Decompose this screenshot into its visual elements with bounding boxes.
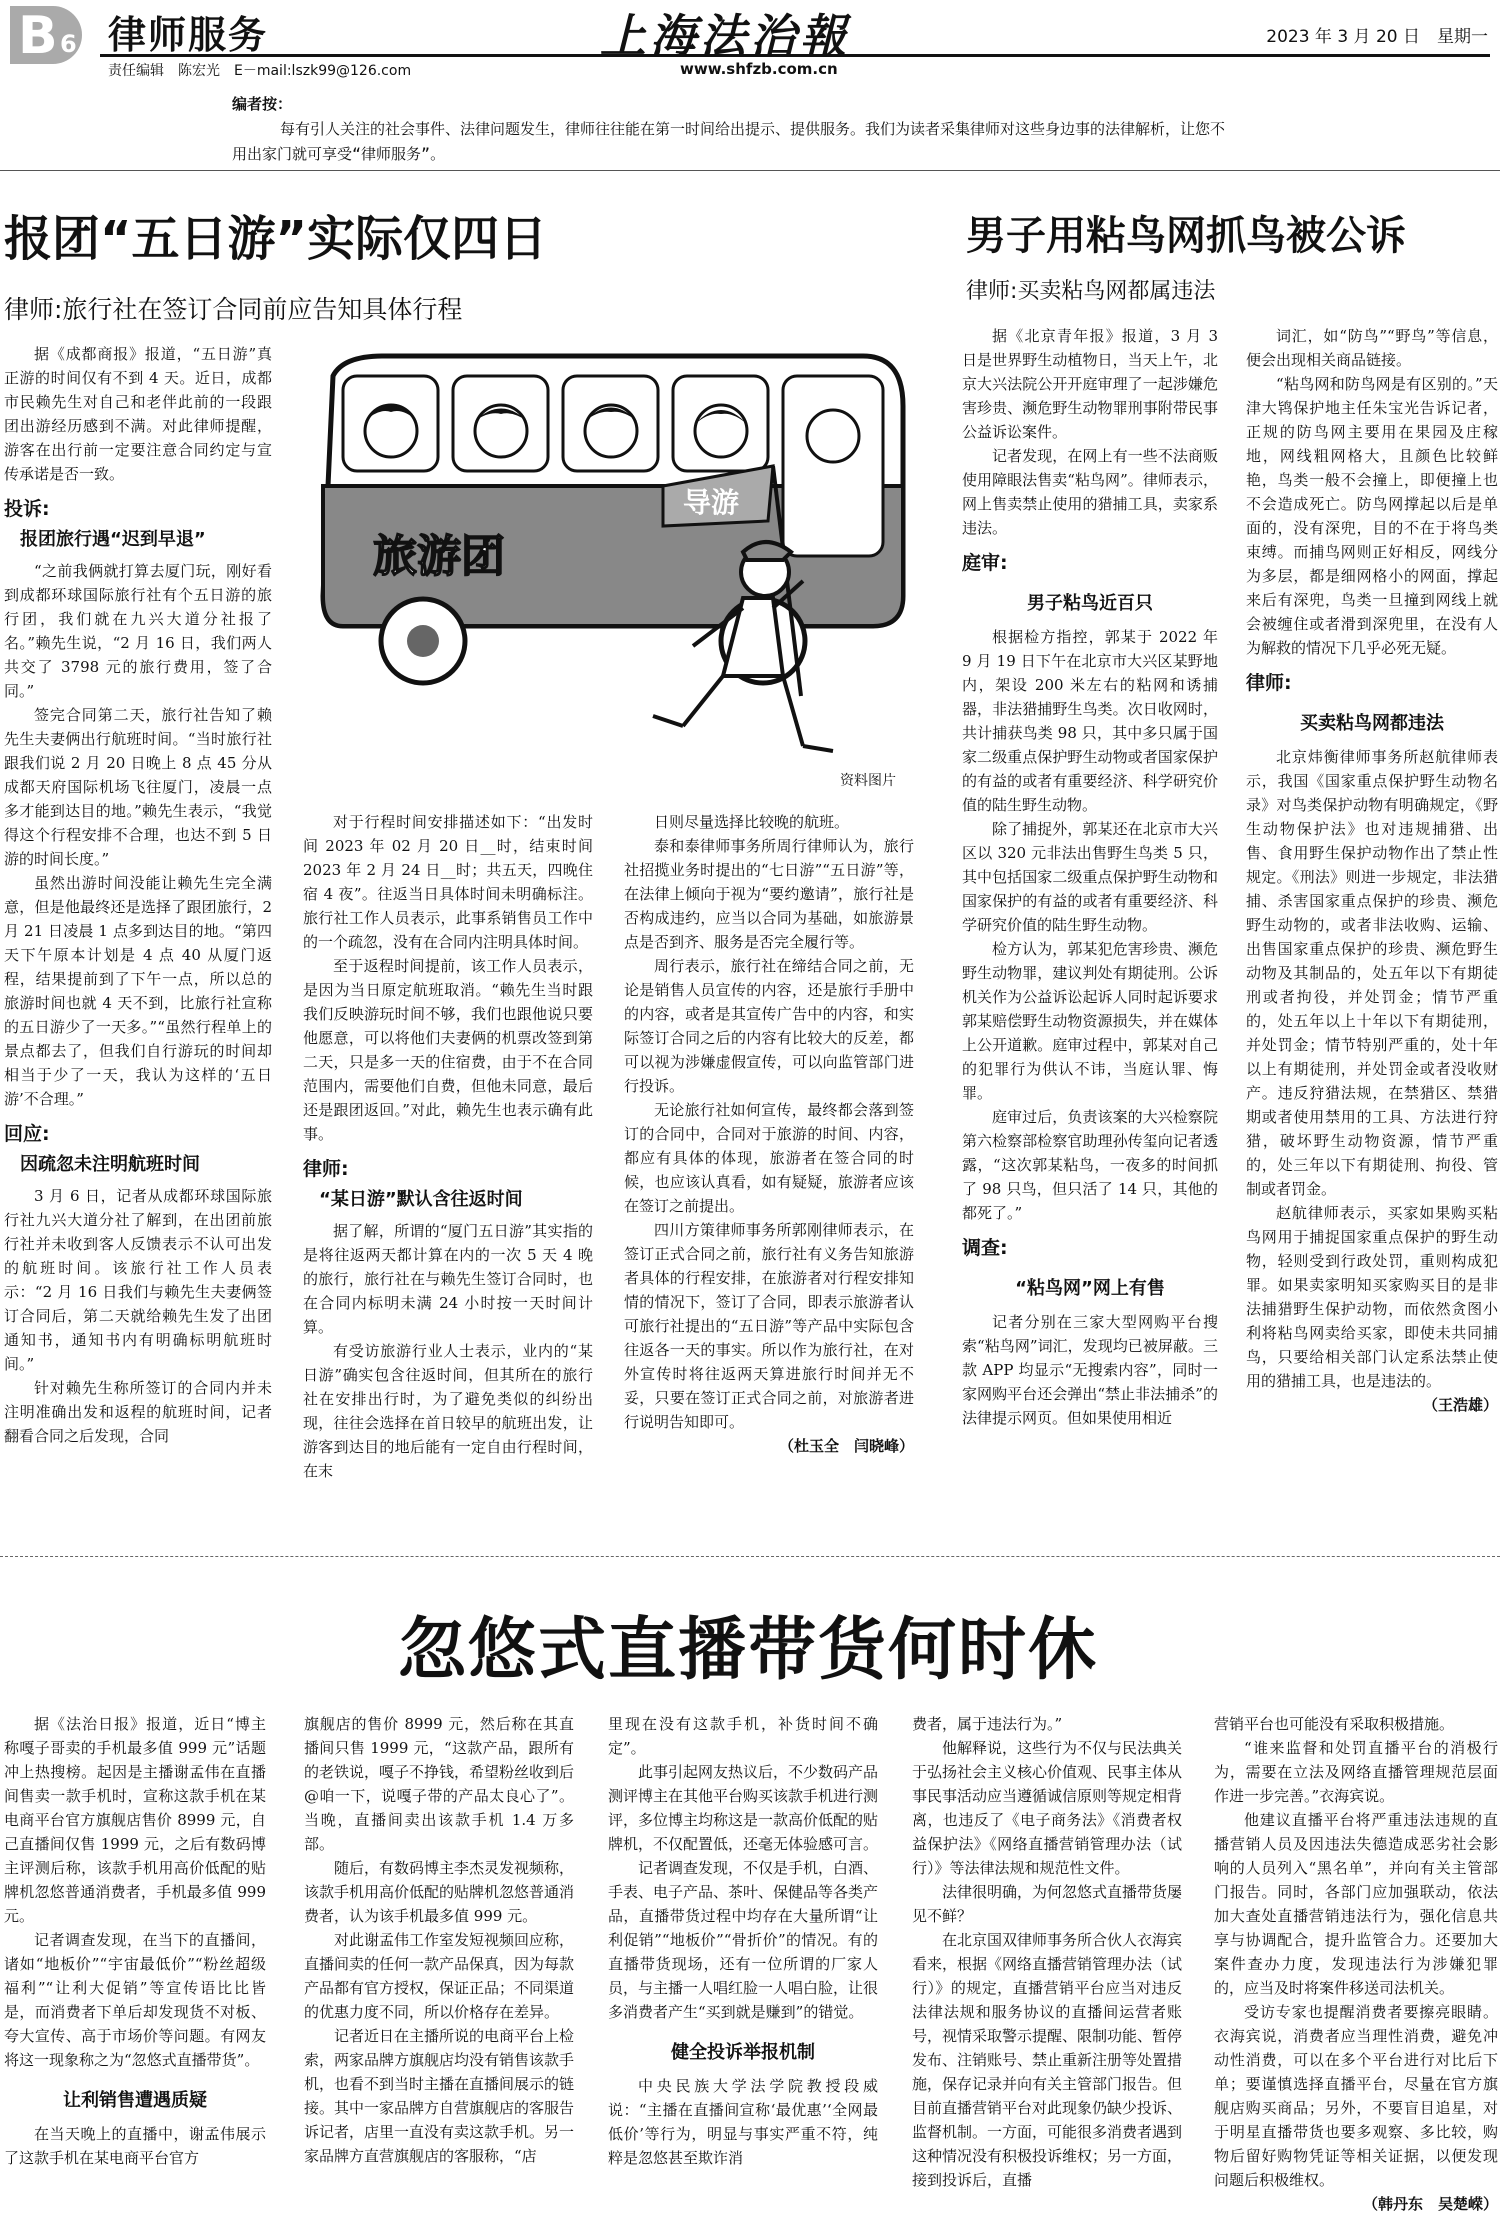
byline: （王浩雄） xyxy=(1422,1396,1498,1414)
paragraph: 此事引起网友热议后，不少数码产品测评博主在其他平台购买该款手机进行测评，多位博主均称这是一款高价低配的贴牌机，不仅配置低，还毫无体验感可言。 xyxy=(608,1763,878,1853)
page-badge xyxy=(10,6,82,64)
paragraph: 记者调查发现，不仅是手机，白酒、手表、电子产品、茶叶、保健品等各类产品，直播带货过程中均存在大量所谓“让利促销”“地板价”“骨折价”的情况。有的直播带货现场，还有一位所谓的厂家人员，与主播一人唱红脸一人唱白脸，让很多消费者产生“买到就是赚到”的错觉。 xyxy=(608,1859,878,2021)
paragraph: 在当天晚上的直播中，谢孟伟展示了这款手机在某电商平台官方 xyxy=(4,2125,266,2167)
issue-date: 2023 年 3 月 20 日 星期一 xyxy=(1266,27,1488,47)
section-heading: 报团旅行遇“迟到早退” xyxy=(20,529,206,550)
article1-column-3 xyxy=(624,810,914,1522)
paragraph: 根据检方指控，郭某于 2022 年 9 月 19 日下午在北京市大兴区某野地内，架设 200 米左右的粘网和诱捕器，非法猎捕野生鸟类。次日收网时，共计捕获鸟类 98 只，其中多只属于国家二级重点保护野生动物或者国家保护的有益的或者有重要经济、科学研究价值的陆生野生动物。 xyxy=(962,628,1218,814)
paragraph: 3 月 6 日，记者从成都环球国际旅行社九兴大道分社了解到，在出团前旅行社并未收到客人反馈表示不认可出发的航班时间。该旅行社工作人员表示：“2 月 16 日我们与赖先生夫妻俩签订合同后，第二天就给赖先生发了出团通知书，通知书内有明确标明航班时间。” xyxy=(4,1187,272,1373)
article3-column-2 xyxy=(304,1712,574,2224)
article3-column-4 xyxy=(912,1712,1182,2224)
article3-column-3 xyxy=(608,1712,878,2224)
paragraph: 四川方策律师事务所郭刚律师表示，在签订正式合同之前，旅行社有义务告知旅游者具体的行程安排，在旅游者对行程安排知情的情况下，签订了合同，即表示旅游者认可旅行社提出的“五日游”等产品中实际包含往返各一天的事实。所以作为旅行社，在对外宣传时将往返两天算进旅行时间并无不妥，只要在签订正式合同之前，对旅游者进行说明告知即可。 xyxy=(624,1221,914,1431)
article3-column-5 xyxy=(1214,1712,1498,2224)
image-credit: 资料图片 xyxy=(840,773,896,789)
paragraph: 记者近日在主播所说的电商平台上检索，两家品牌方旗舰店均没有销售该款手机，也看不到当时主播在直播间展示的链接。其中一家品牌方自营旗舰店的客服告诉记者，店里一直没有卖这款手机。另一家品牌方直营旗舰店的客服称，“店 xyxy=(304,2027,574,2165)
section-heading: 让利销售遭遇质疑 xyxy=(63,2090,207,2111)
bus-drawing xyxy=(303,346,915,792)
paragraph: 针对赖先生称所签订的合同内并未注明准确出发和返程的航班时间，记者翻看合同之后发现，合同 xyxy=(4,1379,272,1445)
paragraph: 据《北京青年报》报道，3 月 3 日是世界野生动植物日，当天上午，北京大兴法院公开开庭审理了一起涉嫌危害珍贵、濒危野生动物罪刑事附带民事公益诉讼案件。 xyxy=(962,327,1218,441)
kicker: 投诉: xyxy=(4,498,50,520)
paragraph: 记者分别在三家大型网购平台搜索“粘鸟网”词汇，发现均已被屏蔽。三款 APP 均显示“无搜索内容”，同时一家网购平台还会弹出“禁止非法捕杀”的法律提示网页。但如果使用相近 xyxy=(962,1313,1218,1427)
byline: （韩丹东 吴楚嵘） xyxy=(1362,2195,1498,2213)
section-heading: 因疏忽未注明航班时间 xyxy=(20,1154,200,1175)
bus-label: 旅游团 xyxy=(373,531,505,582)
paragraph: 在北京国双律师事务所合伙人衣海宾看来，根据《网络直播营销管理办法（试行）》的规定，直播营销平台应当对违反法律法规和服务协议的直播间运营者账号，视情采取警示提醒、限制功能、暂停发布、注销账号、禁止重新注册等处置措施，保存记录并向有关主管部门报告。但目前直播营销平台对此现象仍缺少投诉、监督机制。一方面，可能很多消费者遇到这种情况没有积极投诉维权；另一方面，接到投诉后，直播 xyxy=(912,1931,1182,2189)
tour-bus-illustration xyxy=(303,346,915,792)
editor-line: 责任编辑 陈宏光 E－mail:lszk99@126.com xyxy=(108,63,412,79)
section-heading: “粘鸟网”网上有售 xyxy=(1015,1278,1165,1299)
kicker: 回应: xyxy=(4,1123,50,1145)
paragraph: 据《法治日报》报道，近日“博主称嘎子哥卖的手机最多值 999 元”话题冲上热搜榜。起因是主播谢孟伟在直播间售卖一款手机时，宣称这款手机在某电商平台官方旗舰店售价 8999 元，自己直播间仅售 1999 元，之后有数码博主评测后称，该款手机用高价低配的贴牌机忽悠普通消费者，手机最多值 999 元。 xyxy=(4,1715,266,1925)
paragraph: 里现在没有这款手机，补货时间不确定”。 xyxy=(608,1715,878,1757)
article3-column-1 xyxy=(4,1712,266,2224)
paragraph: 检方认为，郭某犯危害珍贵、濒危野生动物罪，建议判处有期徒刑。公诉机关作为公益诉讼起诉人同时起诉要求郭某赔偿野生动物资源损失，并在媒体上公开道歉。庭审过程中，郭某对自己的犯罪行为供认不讳，当庭认罪、悔罪。 xyxy=(962,940,1218,1102)
paragraph: 营销平台也可能没有采取积极措施。 xyxy=(1214,1715,1455,1733)
paragraph: 除了捕捉外，郭某还在北京市大兴区以 320 元非法出售野生鸟类 5 只，其中包括国家二级重点保护野生动物和国家保护的有益的或者有重要经济、科学研究价值的陆生野生动物。 xyxy=(962,820,1218,934)
paragraph: 庭审过后，负责该案的大兴检察院第六检察部检察官助理孙传玺向记者透露，“这次郭某粘鸟，一夜多的时间抓了 98 只鸟，但只活了 14 只，其他的都死了。” xyxy=(962,1108,1218,1222)
paragraph: 签完合同第二天，旅行社告知了赖先生夫妻俩出行航班时间。“当时旅行社跟我们说 2 月 20 日晚上 8 点 45 分从成都天府国际机场飞往厦门，凌晨一点多才能到达目的地。”赖先生表示，“我觉得这个行程安排不合理，也达不到 5 日游的时间长度。” xyxy=(4,706,272,868)
article3-title: 忽悠式直播带货何时休 xyxy=(398,1611,1099,1690)
paper-logo: 上海法治報 xyxy=(600,9,850,63)
kicker: 律师: xyxy=(1246,672,1292,694)
paragraph: 赵航律师表示，买家如果购买粘鸟网用于捕捉国家重点保护的野生动物，轻则受到行政处罚，重则构成犯罪。如果卖家明知买家购买目的是非法捕猎野生保护动物，而依然贪图小利将粘鸟网卖给买家，即使未共同捕鸟，只要给相关部门认定系法禁止使用的猎捕工具，也是违法的。 xyxy=(1246,1204,1498,1390)
article2-column-1 xyxy=(962,324,1218,1524)
paragraph: 日则尽量选择比较晚的航班。 xyxy=(654,813,850,831)
paragraph: 据《成都商报》报道，“五日游”真正游的时间仅有不到 4 天。近日，成都市民赖先生对自己和老伴此前的一段跟团出游经历感到不满。对此律师提醒，游客在出行前一定要注意合同约定与宣传承诺是否一致。 xyxy=(4,345,272,483)
editor-note-text: 每有引人关注的社会事件、法律问题发生，律师往往能在第一时间给出提示、提供服务。我们为读者采集律师对这些身边事的法律解析，让您不用出家门就可享受“律师服务”。 xyxy=(232,120,1226,163)
website-link[interactable]: www.shfzb.com.cn xyxy=(680,60,838,78)
byline: （杜玉全 闫晓峰） xyxy=(778,1437,914,1455)
section-heading: 健全投诉举报机制 xyxy=(671,2042,815,2063)
paragraph: 周行表示，旅行社在缔结合同之前，无论是销售人员宣传的内容，还是旅行手册中的内容，或者是其宣传广告中的内容，和实际签订合同之后的内容有比较大的反差，都可以视为涉嫌虚假宣传，可以向监管部门进行投诉。 xyxy=(624,957,914,1095)
section-name: 律师服务 xyxy=(108,13,269,57)
article1-column-2 xyxy=(303,810,593,1522)
paragraph: 虽然出游时间没能让赖先生完全满意，但是他最终还是选择了跟团旅行，2 月 21 日凌晨 1 点多到达目的地。“第四天下午原本计划是 4 点 40 从厦门返程，结果提前到了下午一点，所以总的旅游时间也就 4 天不到，比旅行社宣称的五日游少了一天多。”“虽然行程单上的景点都去了，但我们自行游玩的时间却相当于少了一天，我认为这样的‘五日游’不合理。” xyxy=(4,874,272,1108)
paragraph: 无论旅行社如何宣传，最终都会落到签订的合同中，合同对于旅游的时间、内容，都应有具体的体现，旅游者在签合同的时候，也应该认真看，如有疑疑，旅游者应该在签订之前提出。 xyxy=(624,1101,914,1215)
paragraph: 至于返程时间提前，该工作人员表示，是因为当日原定航班取消。“赖先生当时跟我们反映游玩时间不够，我们也跟他说只要他愿意，可以将他们夫妻俩的机票改签到第二天，只是多一天的住宿费，由于不在合同范围内，需要他们自费，但他未同意，最后还是跟团返回。”对此，赖先生也表示确有此事。 xyxy=(303,957,593,1143)
article2-title: 男子用粘鸟网抓鸟被公诉 xyxy=(966,213,1406,259)
paragraph: 有受访旅游行业人士表示，业内的“某日游”确实包含往返时间，但其所在的旅行社在安排出行时，为了避免类似的纠纷出现，往往会选择在首日较早的航班出发，让游客到达目的地后能有一定自由行程时间，在末 xyxy=(303,1342,593,1480)
article1-subtitle: 律师:旅行社在签订合同前应告知具体行程 xyxy=(4,295,463,324)
article2-column-2 xyxy=(1246,324,1498,1524)
paragraph: 北京炜衡律师事务所赵航律师表示，我国《国家重点保护野生动物名录》对鸟类保护动物有明确规定，《野生动物保护法》也对违规捕猎、出售、食用野生保护动物作出了禁止性规定。《刑法》则进一步规定，非法猎捕、杀害国家重点保护的珍贵、濒危野生动物的，或者非法收购、运输、出售国家重点保护的珍贵、濒危野生动物及其制品的，处五年以下有期徒刑或者拘役，并处罚金；情节严重的，处五年以上十年以下有期徒刑，并处罚金；情节特别严重的，处十年以上有期徒刑，并处罚金或者没收财产。违反狩猎法规，在禁猎区、禁猎期或者使用禁用的工具、方法进行狩猎，破坏野生动物资源，情节严重的，处三年以下有期徒刑、拘役、管制或者罚金。 xyxy=(1246,748,1498,1198)
paragraph: 受访专家也提醒消费者要擦亮眼睛。衣海宾说，消费者应当理性消费，避免冲动性消费，可以在多个平台进行对比后下单；要谨慎选择直播平台，尽量在官方旗舰店购买商品；另外，不要盲目追星，对于明星直播带货也要多观察、多比较，购物后留好购物凭证等相关证据，以便发现问题后积极维权。 xyxy=(1214,2003,1498,2189)
masthead-rule xyxy=(100,54,1490,57)
article1-column-1 xyxy=(4,342,272,1522)
paragraph: “粘鸟网和防鸟网是有区别的。”天津大鸨保护地主任朱宝光告诉记者，正规的防鸟网主要用在果园及庄稼地，网线粗网格大，且颜色比较鲜艳，鸟类一般不会撞上，即便撞上也不会造成死亡。防鸟网撑起以后是单面的，没有深兜，目的不在于将鸟类束缚。而捕鸟网则正好相反，网线分为多层，都是细网格小的网面，撑起来后有深兜，鸟类一旦撞到网线上就会被缠住或者滑到深兜里，在没有人为解救的情况下几乎必死无疑。 xyxy=(1246,375,1498,657)
article2-subtitle: 律师:买卖粘鸟网都属违法 xyxy=(966,279,1216,304)
paragraph: 词汇，如“防鸟”“野鸟”等信息，便会出现相关商品链接。 xyxy=(1246,327,1498,369)
paragraph: 据了解，所谓的“厦门五日游”其实指的是将往返两天都计算在内的一次 5 天 4 晚的旅行，旅行社在与赖先生签订合同时，也在合同内标明未满 24 小时按一天时间计算。 xyxy=(303,1222,593,1336)
kicker: 调查: xyxy=(962,1237,1008,1259)
kicker: 律师: xyxy=(303,1158,349,1180)
paragraph: “之前我俩就打算去厦门玩，刚好看到成都环球国际旅行社有个五日游的旅行团，我们就在九兴大道分社报了名。”赖先生说，“2 月 16 日，我们两人共交了 3798 元的旅行费用，签了合同。” xyxy=(4,562,272,700)
paragraph: 他解释说，这些行为不仅与民法典关于弘扬社会主义核心价值观、民事主体从事民事活动应当遵循诚信原则等规定相背离，也违反了《电子商务法》《消费者权益保护法》《网络直播营销管理办法（试行）》等法律法规和规范性文件。 xyxy=(912,1739,1182,1877)
section-heading: “某日游”默认含往返时间 xyxy=(319,1189,523,1210)
paragraph: 记者调查发现，在当下的直播间，诸如“地板价”“宇宙最低价”“粉丝超级福利”“让利大促销”等宣传语比比皆是，而消费者下单后却发现货不对板、夸大宣传、高于市场价等问题。有网友将这一现象称之为“忽悠式直播带货”。 xyxy=(4,1931,266,2069)
paragraph: “谁来监督和处罚直播平台的消极行为，需要在立法及网络直播管理规范层面作进一步完善。”衣海宾说。 xyxy=(1214,1739,1498,1805)
paragraph: 他建议直播平台将严重违法违规的直播营销人员及因违法失德造成恶劣社会影响的人员列入“黑名单”，并向有关主管部门报告。同时，各部门应加强联动，依法加大查处直播营销违法行为，强化信息共享与协调配合，提升监管合力。还要加大案件查办力度，发现违法行为涉嫌犯罪的，应当及时将案件移送司法机关。 xyxy=(1214,1811,1498,1997)
paragraph: 旗舰店的售价 8999 元，然后称在其直播间只售 1999 元，“这款产品，跟所有的老铁说，嘎子不挣钱，希望粉丝收到后@咱一下，说嘎子带的产品太良心了”。当晚，直播间卖出该款手机 1.4 万多部。 xyxy=(304,1715,574,1853)
flag-label: 导游 xyxy=(683,486,740,519)
section-heading: 买卖粘鸟网都违法 xyxy=(1300,713,1444,734)
editor-note-label: 编者按： xyxy=(232,95,293,113)
paragraph: 记者发现，在网上有一些不法商贩使用障眼法售卖“粘鸟网”。律师表示，网上售卖禁止使用的猎捕工具，卖家系违法。 xyxy=(962,447,1218,537)
paragraph: 中央民族大学法学院教授段威说：“主播在直播间宣称‘最优惠’‘全网最低价’等行为，明显与事实严重不符，纯粹是忽悠甚至欺诈消 xyxy=(608,2077,878,2167)
paragraph: 对此谢孟伟工作室发短视频回应称，直播间卖的任何一款产品保真，因为每款产品都有官方授权，保证正品；不同渠道的优惠力度不同，所以价格存在差异。 xyxy=(304,1931,574,2021)
masthead xyxy=(0,0,1500,86)
paragraph: 对于行程时间安排描述如下：“出发时间 2023 年 02 月 20 日__时，结束时间 2023 年 2 月 24 日__时；共五天，四晚住宿 4 夜”。往返当日具体时间未明确标注。旅行社工作人员表示，此事系销售员工作中的一个疏忽，没有在合同内注明具体时间。 xyxy=(303,813,593,951)
middle-divider xyxy=(0,1556,1500,1557)
paragraph: 随后，有数码博主李杰灵发视频称，该款手机用高价低配的贴牌机忽悠普通消费者，认为该手机最多值 999 元。 xyxy=(304,1859,574,1925)
paragraph: 泰和泰律师事务所周行律师认为，旅行社招揽业务时提出的“七日游”“五日游”等，在法律上倾向于视为“要约邀请”，旅行社是否构成违约，应当以合同为基础，如旅游景点是否到齐、服务是否完全履行等。 xyxy=(624,837,914,951)
page-letter: B xyxy=(18,6,58,66)
section-heading: 男子粘鸟近百只 xyxy=(1027,593,1153,614)
page-number: 6 xyxy=(60,30,77,58)
kicker: 庭审: xyxy=(962,552,1008,574)
paragraph: 费者，属于违法行为。” xyxy=(912,1715,1063,1733)
top-divider xyxy=(0,170,1500,171)
editor-note xyxy=(232,92,1232,167)
article1-title: 报团“五日游”实际仅四日 xyxy=(4,211,548,267)
paragraph: 法律很明确，为何忽悠式直播带货屡见不鲜？ xyxy=(912,1883,1182,1925)
